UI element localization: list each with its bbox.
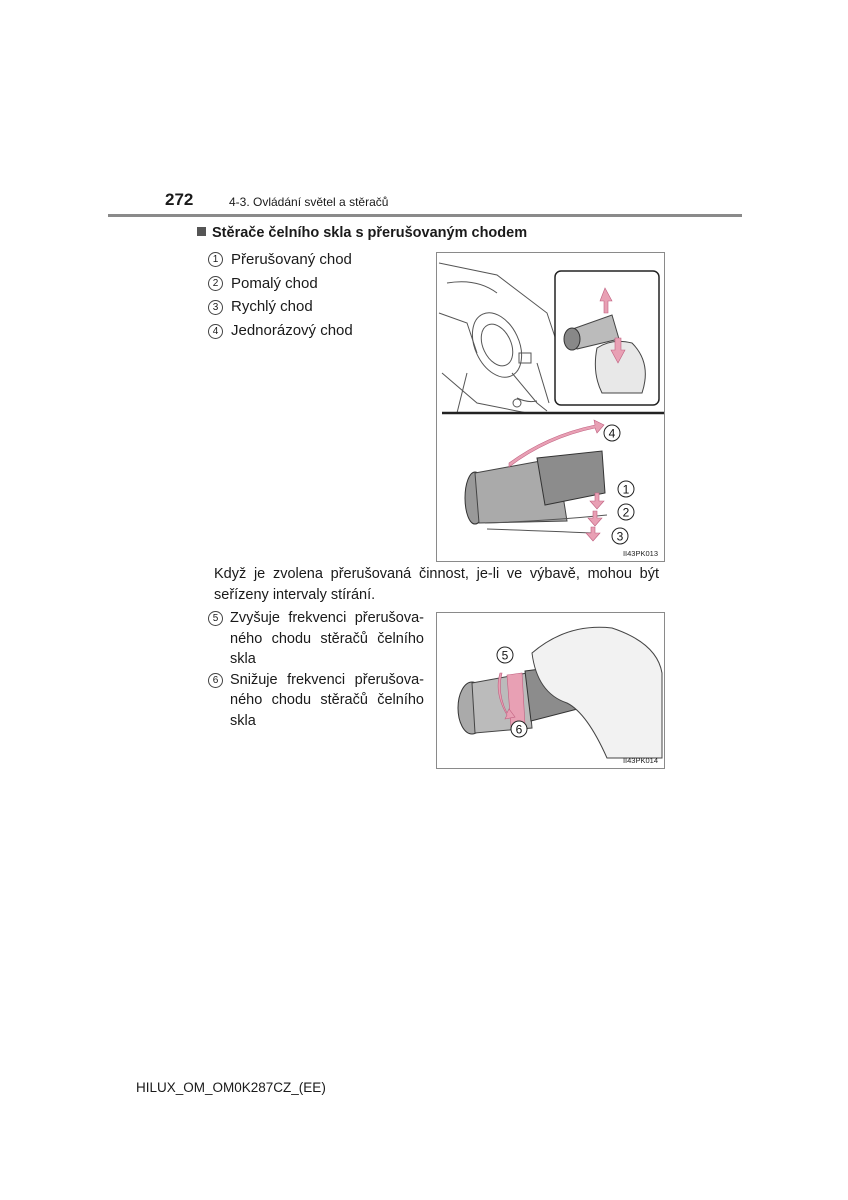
circled-number: 6 xyxy=(208,673,223,688)
figure-interval-dial xyxy=(436,612,665,769)
figure-code: II43PK014 xyxy=(622,756,658,765)
arrow-mode3-icon xyxy=(586,527,600,541)
mode-label: Jednorázový chod xyxy=(231,322,353,340)
circled-number: 1 xyxy=(208,252,223,267)
list-item xyxy=(208,272,353,296)
item-text: Snižuje frekvenci přerušova-ného chodu stěračů čelního skla xyxy=(230,671,424,729)
list-item xyxy=(208,319,353,343)
footer-document-code: HILUX_OM_OM0K287CZ_(EE) xyxy=(136,1080,326,1095)
subheading xyxy=(197,225,527,241)
interval-dial-illustration xyxy=(437,613,664,768)
item-text: Zvyšuje frekvenci přerušova-ného chodu stěračů čelního skla xyxy=(230,610,424,667)
mode-label: Přerušovaný chod xyxy=(231,250,352,268)
circled-number: 5 xyxy=(208,611,223,626)
wiper-lever-illustration xyxy=(437,253,664,561)
circled-number: 3 xyxy=(208,300,223,315)
lever-and-hand xyxy=(458,627,662,758)
callout-label: 3 xyxy=(616,529,624,544)
interval-adjust-list xyxy=(208,608,424,731)
header-rule xyxy=(108,214,742,217)
list-item xyxy=(208,248,353,272)
wiper-modes-list xyxy=(208,248,353,343)
circled-number: 2 xyxy=(208,276,223,291)
callout-label: 4 xyxy=(608,426,616,441)
callout-label: 6 xyxy=(515,722,523,737)
list-item xyxy=(208,670,424,732)
figure-code: II43PK013 xyxy=(622,549,658,558)
callout-label: 5 xyxy=(501,648,509,663)
square-bullet-icon xyxy=(197,227,206,236)
section-title: 4-3. Ovládání světel a stěračů xyxy=(229,195,389,209)
mode-label: Pomalý chod xyxy=(231,274,318,292)
subheading-text: Stěrače čelního skla s přerušovaným chodem xyxy=(212,225,528,241)
interval-paragraph: Když je zvolena přerušovaná činnost, je-li ve výbavě, mohou být seřízeny intervaly stírání. xyxy=(214,566,659,603)
dashboard-sketch xyxy=(439,263,557,413)
figure-wiper-lever xyxy=(436,252,665,562)
circled-number: 4 xyxy=(208,324,223,339)
page-number: 272 xyxy=(165,190,194,209)
lever-closeup xyxy=(465,420,607,541)
list-item xyxy=(208,608,424,670)
list-item xyxy=(208,296,353,320)
mode-label: Rychlý chod xyxy=(231,298,313,316)
callout-label: 1 xyxy=(622,482,630,497)
callout-label: 2 xyxy=(622,505,630,520)
arrow-mode2-icon xyxy=(588,511,602,526)
